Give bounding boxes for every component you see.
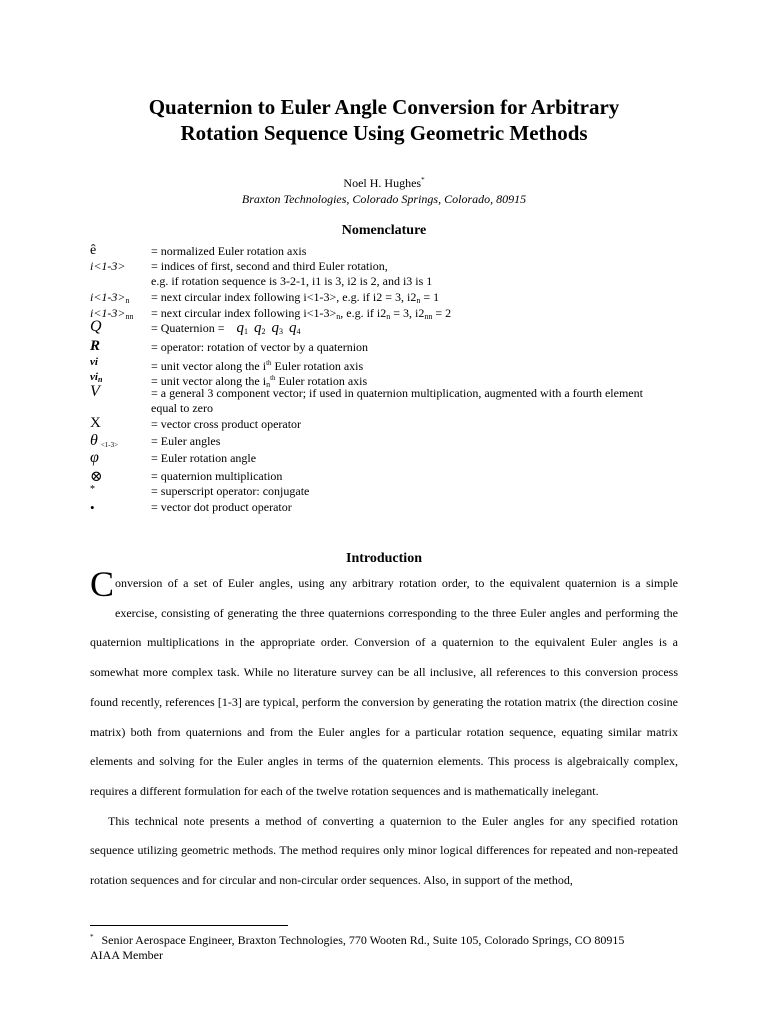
definition-subscript: n — [386, 311, 391, 321]
component-subscript: 3 — [279, 327, 284, 337]
definition-part: = unit vector along the i — [151, 358, 267, 373]
definition-subscript: n — [336, 311, 341, 321]
nomenclature-symbol: • — [90, 499, 95, 515]
footnote-mark: * — [90, 933, 94, 941]
component-subscript: 4 — [296, 327, 301, 337]
definition-subscript: nn — [424, 311, 433, 321]
nomenclature-definition — [151, 386, 671, 416]
nomenclature-symbol — [90, 432, 150, 450]
definition-superscript: th — [270, 373, 276, 382]
symbol-text: θ — [90, 431, 98, 449]
nomenclature-symbol: φ — [90, 449, 99, 467]
nomenclature-symbol: V — [90, 383, 100, 401]
definition-line-1: = a general 3 component vector; if used in quaternion multiplication, augmented with a fourth element — [151, 386, 643, 401]
nomenclature-symbol: ⊗ — [90, 468, 103, 485]
definition-part: = next circular index following i<1-3>, e.g. if i2 = 3, i2 — [151, 290, 417, 305]
nomenclature-definition: = Euler angles — [151, 433, 221, 448]
nomenclature-symbol: Q — [90, 318, 102, 336]
nomenclature-symbol — [90, 259, 150, 274]
title-line-1: Quaternion to Euler Angle Conversion for Arbitrary — [148, 95, 620, 119]
nomenclature-symbol: vi — [90, 355, 98, 368]
symbol-text: i<1-3> — [90, 259, 126, 274]
definition-line-2: e.g. if rotation sequence is 3-2-1, i1 is 3, i2 is 2, and i3 is 1 — [151, 274, 433, 289]
definition-part: = 1 — [420, 290, 440, 305]
nomenclature-definition — [151, 259, 671, 289]
nomenclature-definition: = normalized Euler rotation axis — [151, 244, 307, 258]
definition-subscript: n — [266, 379, 271, 389]
author-text: Noel H. Hughes — [343, 176, 422, 190]
definition-part: = 2 — [432, 305, 452, 320]
footnote-line-1 — [90, 930, 690, 948]
definition-part: = unit vector along the i — [151, 373, 267, 388]
paragraph-text: onversion of a set of Euler angles, using any arbitrary rotation order, to the equivalent quaternion is a simple exercise, consisting of generating the three quaternions corresponding to the three Euler angles and performing the quaternion multiplications in the appropriate order. Conversion of a quaternion to the equivalent Euler angles is a somewhat more complex task. While no literature survey can be all inclusive, all references to this conversion process found recently, references [1-3] are typical, perform the conversion by generating the rotation matrix (the direction cosine matrix) both from quaternions and from the Euler angles for a particular rotation sequence, equating similar matrix elements and solving for the Euler angles in terms of the quaternion elements. This process is algebraically complex, requires a different formulation for each of the twelve rotation sequences and is mathematically inelegant. — [90, 576, 678, 798]
definition-line-2: equal to zero — [151, 401, 213, 416]
paper-title — [90, 94, 678, 146]
footnote-text: Senior Aerospace Engineer, Braxton Technologies, 770 Wooten Rd., Suite 105, Colorado Springs, CO 80915 — [101, 933, 625, 947]
definition-superscript: th — [266, 358, 272, 367]
symbol-text: i<1-3> — [90, 305, 126, 320]
nomenclature-definition: = quaternion multiplication — [151, 468, 283, 483]
definition-part: Euler rotation axis — [275, 373, 368, 388]
author-footnote-mark: * — [421, 176, 425, 184]
nomenclature-symbol: X — [90, 415, 101, 432]
quaternion-component: q — [271, 320, 280, 337]
nomenclature-definition — [151, 321, 691, 339]
footnote — [90, 930, 690, 963]
nomenclature-definition: = operator: rotation of vector by a quaternion — [151, 340, 369, 355]
definition-part: Euler rotation axis — [271, 358, 364, 373]
nomenclature-definition: = vector dot product operator — [151, 499, 292, 514]
nomenclature-definition: = vector cross product operator — [151, 417, 302, 432]
nomenclature-definition: = Euler rotation angle — [151, 451, 257, 466]
nomenclature-symbol: * — [90, 484, 95, 496]
nomenclature-symbol — [90, 371, 150, 384]
nomenclature-heading: Nomenclature — [341, 223, 427, 238]
nomenclature-symbol: ê — [90, 243, 97, 258]
symbol-subscript: nn — [125, 311, 134, 321]
definition-subscript: n — [416, 296, 421, 306]
footnote-line-2: AIAA Member — [90, 948, 163, 962]
symbol-text: i<1-3> — [90, 290, 126, 305]
paragraph — [90, 564, 678, 807]
component-subscript: 1 — [244, 327, 249, 337]
symbol-subscript: n — [125, 296, 130, 306]
nomenclature-definition: = superscript operator: conjugate — [151, 484, 310, 499]
introduction-body — [90, 564, 678, 896]
quaternion-component: q — [254, 320, 262, 337]
nomenclature-symbol — [90, 290, 150, 305]
symbol-subscript: <1-3> — [100, 440, 119, 449]
drop-cap: C — [90, 564, 115, 604]
nomenclature-symbol: R — [90, 338, 101, 355]
introduction-heading: Introduction — [346, 551, 422, 566]
symbol-subscript: n — [97, 374, 103, 384]
title-line-2: Rotation Sequence Using Geometric Methods — [180, 121, 588, 145]
quaternion-component: q — [236, 320, 245, 337]
paragraph: This technical note presents a method of converting a quaternion to the Euler angles for any specified rotation sequence utilizing geometric methods. The method requires only minor logical differences for repeated and non-repeated rotation sequences and for circular and non-circular order sequences. Also, in support of the method, — [90, 813, 678, 888]
definition-part: , e.g. if i2 — [340, 305, 387, 320]
component-subscript: 2 — [261, 327, 266, 337]
symbol-text: vi — [90, 370, 98, 383]
definition-part: = next circular index following i<1-3> — [151, 305, 337, 320]
definition-line-1: = indices of first, second and third Euler rotation, — [151, 259, 388, 274]
author-name — [90, 176, 678, 191]
affiliation: Braxton Technologies, Colorado Springs, Colorado, 80915 — [241, 192, 527, 206]
definition-part: = 3, i2 — [390, 305, 425, 320]
definition-part: = Quaternion = — [151, 321, 225, 336]
quaternion-component: q — [289, 320, 297, 337]
footnote-divider — [90, 925, 288, 926]
